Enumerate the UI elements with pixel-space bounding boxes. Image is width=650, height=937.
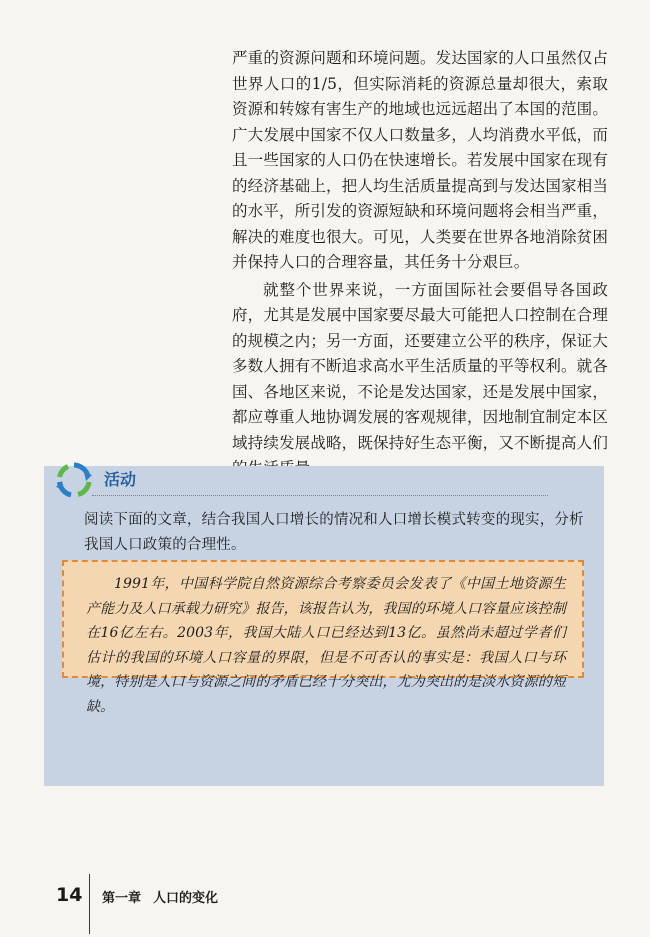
activity-instruction: 阅读下面的文章，结合我国人口增长的情况和人口增长模式转变的现实，分析我国人口政策的合理性。	[84, 512, 584, 553]
activity-title-rule	[92, 495, 548, 496]
paragraph-1: 严重的资源问题和环境问题。发达国家的人口虽然仅占世界人口的1/5，但实际消耗的资源总量却很大，索取资源和转嫁有害生产的地域也远远超出了本国的范围。广大发展中国家不仅人口数量多，人均消费水平低，而且一些国家的人口仍在快速增长。若发展中国家在现有的经济基础上，把人均生活质量提高到与发达国家相当的水平，所引发的资源短缺和环境问题将会相当严重，解决的难度也很大。可见，人类要在世界各地消除贫困并保持人口的合理容量，其任务十分艰巨。	[232, 49, 608, 271]
chapter-label: 第一章	[102, 891, 142, 906]
cycle-arrows-icon	[54, 460, 94, 500]
chapter-heading	[102, 887, 230, 906]
page-number: 14	[56, 884, 83, 906]
page-footer	[0, 874, 650, 934]
activity-excerpt-text: 1991年，中国科学院自然资源综合考察委员会发表了《中国土地资源生产能力及人口承载力研究》报告，该报告认为，我国的环境人口容量应该控制在16亿左右。2003年，我国大陆人口已经达到13亿。虽然尚未超过学者们估计的我国的环境人口容量的界限，但是不可否认的事实是：我国人口与环境，特别是人口与资源之间的矛盾已经十分突出，尤为突出的是淡水资源的短缺。	[86, 576, 566, 715]
main-body-text	[232, 46, 608, 482]
chapter-title: 人口的变化	[153, 891, 219, 906]
activity-box	[44, 466, 604, 786]
footer-divider	[89, 874, 90, 934]
activity-title: 活动	[104, 470, 137, 489]
activity-excerpt-box	[62, 560, 584, 715]
paragraph-2: 就整个世界来说，一方面国际社会要倡导各国政府，尤其是发展中国家要尽最大可能把人口控制在合理的规模之内；另一方面，还要建立公平的秩序，保证大多数人拥有不断追求高水平生活质量的平等权利。就各国、各地区来说，不论是发达国家，还是发展中国家，都应尊重人地协调发展的客观规律，因地制宜制定本区域持续发展战略，既保持好生态平衡，又不断提高人们	[232, 280, 608, 452]
